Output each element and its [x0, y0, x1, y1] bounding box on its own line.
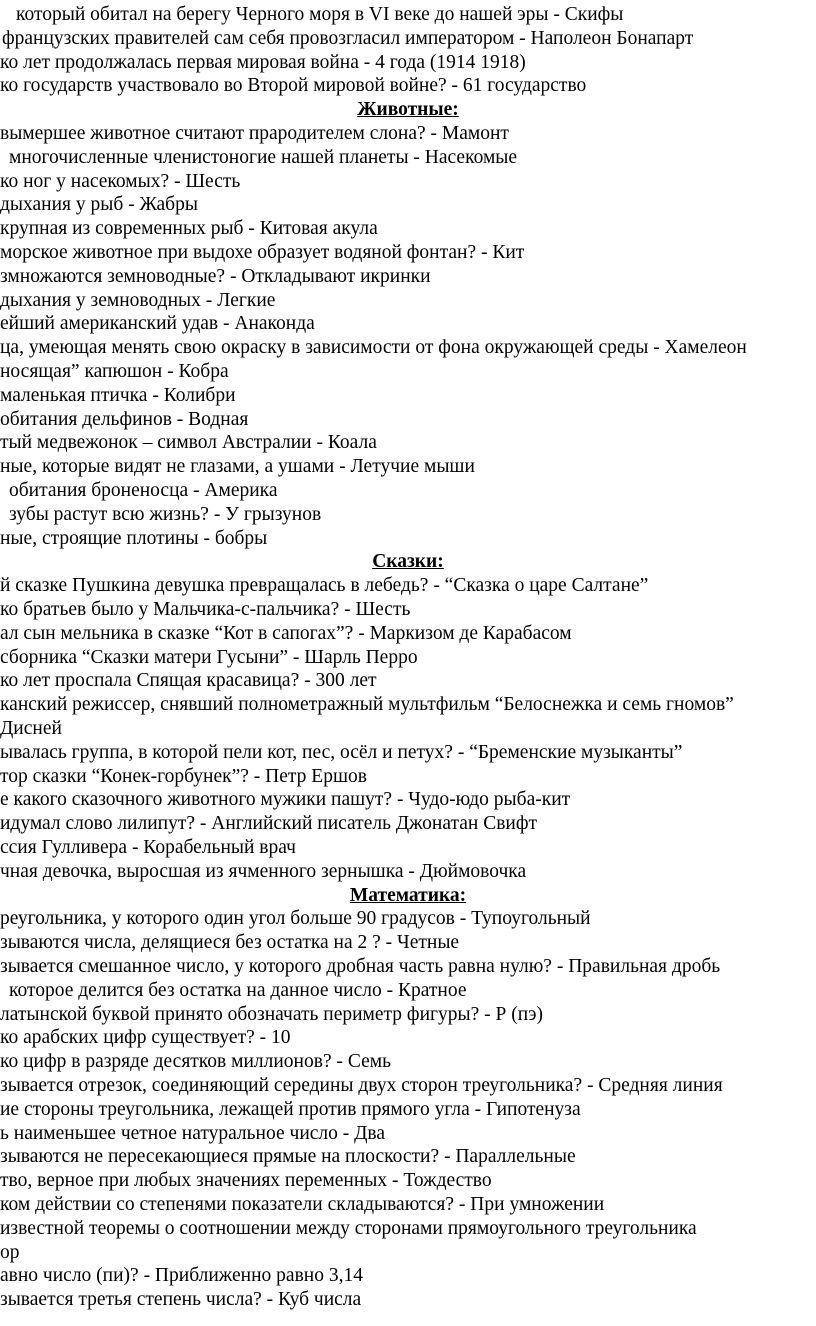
text-line: ейший американский удав - Анаконда — [0, 313, 315, 335]
text-line: й сказке Пушкина девушка превращалась в лебедь? - “Сказка о царе Салтане” — [0, 575, 649, 597]
text-line: Дисней — [0, 718, 62, 739]
text-line: зывается смешанное число, у которого дробная часть равна нулю? - Правильная дробь — [0, 956, 721, 977]
text-line: идумал слово лилипут? - Английский писатель Джонатан Свифт — [0, 813, 538, 835]
text-line: дыхания у рыб - Жабры — [0, 194, 198, 216]
text-line: обитания дельфинов - Водная — [0, 408, 249, 430]
text-line: зывается отрезок, соединяющий середины двух сторон треугольника? - Средняя линия — [0, 1075, 723, 1096]
section-heading: Математика: — [349, 884, 467, 906]
text-line: ор — [0, 1241, 20, 1263]
text-line: зываются не пересекающиеся прямые на плоскости? - Параллельные — [0, 1146, 576, 1168]
text-line: ь наименьшее четное натуральное число - Два — [0, 1122, 386, 1144]
text-line: тор сказки “Конек-горбунек”? - Петр Ершов — [0, 765, 367, 787]
text-line: ал сын мельника в сказке “Кот в сапогах”? - Маркизом де Карабасом — [0, 622, 572, 644]
text-line: е какого сказочного животного мужики пашут? - Чудо-юдо рыба-кит — [0, 789, 571, 811]
text-line: сборника “Сказки матери Гусыни” - Шарль Перро — [0, 646, 418, 668]
text-line: ко ног у насекомых? - Шесть — [0, 170, 241, 192]
text-line: реугольника, у которого один угол больше 90 градусов - Тупоугольный — [0, 908, 591, 930]
text-line: ко лет проспала Спящая красавица? - 300 лет — [0, 670, 377, 692]
text-line: ие стороны треугольника, лежащей против прямого угла - Гипотенуза — [0, 1098, 581, 1120]
text-line: дыхания у земноводных - Легкие — [0, 289, 276, 311]
text-line: многочисленные членистоногие нашей планеты - Насекомые — [9, 146, 518, 168]
text-line: чная девочка, выросшая из ячменного зернышка - Дюймовочка — [0, 860, 527, 882]
text-line: известной теоремы о соотношении между сторонами прямоугольного треугольника — [0, 1217, 697, 1239]
section-heading: Сказки: — [372, 551, 444, 573]
text-line: тво, верное при любых значениях переменных - Тождество — [0, 1170, 492, 1192]
text-line: тый медвежонок – символ Австралии - Коала — [0, 432, 377, 454]
text-line: зывается третья степень числа? - Куб числа — [0, 1289, 362, 1311]
text-line: ко лет продолжалась первая мировая война - 4 года (1914 1918) — [0, 51, 526, 73]
text-line: латынской буквой принято обозначать периметр фигуры? - Р (пэ) — [0, 1003, 544, 1025]
text-line: которое делится без остатка на данное число - Кратное — [9, 979, 467, 1001]
text-line: ные, строящие плотины - бобры — [0, 527, 268, 549]
text-line: ко цифр в разряде десятков миллионов? - Семь — [0, 1051, 391, 1073]
text-line: ссия Гулливера - Корабельный врач — [0, 837, 296, 858]
text-line: ко государств участвовало во Второй мировой войне? - 61 государство — [0, 75, 587, 97]
text-line: ком действии со степенями показатели складываются? - При умножении — [0, 1194, 605, 1215]
text-line: носящая” капюшон - Кобра — [0, 361, 229, 382]
text-line: змножаются земноводные? - Откладывают икринки — [0, 265, 431, 287]
text-line: маленькая птичка - Колибри — [0, 384, 236, 406]
text-line: зываются числа, делящиеся без остатка на 2 ? - Четные — [0, 932, 460, 954]
text-line: ца, умеющая менять свою окраску в зависимости от фона окружающей среды - Хамелеон — [0, 337, 747, 359]
section-heading: Животные: — [357, 99, 459, 121]
text-line: французских правителей сам себя провозгласил императором - Наполеон Бонапарт — [2, 27, 694, 49]
text-line: ко арабских цифр существует? - 10 — [0, 1027, 291, 1049]
text-line: авно число (пи)? - Приближенно равно 3,14 — [0, 1265, 363, 1287]
text-line: ко братьев было у Мальчика-с-пальчика? - Шесть — [0, 599, 411, 620]
text-line: зубы растут всю жизнь? - У грызунов — [9, 503, 322, 525]
text-line: который обитал на берегу Черного моря в VI веке до нашей эры - Скифы — [16, 4, 624, 25]
text-line: ывалась группа, в которой пели кот, пес, осёл и петух? - “Бременские музыканты” — [0, 741, 683, 763]
text-line: ные, которые видят не глазами, а ушами - Летучие мыши — [0, 456, 475, 478]
text-line: канский режиссер, снявший полнометражный мультфильм “Белоснежка и семь гномов” — [0, 694, 734, 716]
text-line: морское животное при выдохе образует водяной фонтан? - Кит — [0, 242, 525, 263]
text-line: обитания броненосца - Америка — [9, 480, 278, 501]
text-line: крупная из современных рыб - Китовая акула — [0, 218, 378, 240]
text-line: вымершее животное считают прародителем слона? - Мамонт — [0, 123, 509, 144]
